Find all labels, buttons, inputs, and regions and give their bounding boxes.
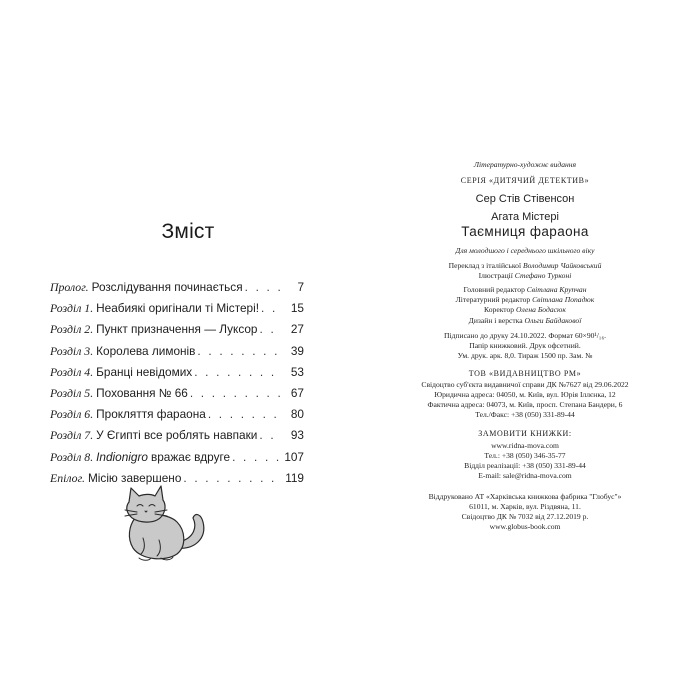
chief-editor-label: Головний редактор (463, 285, 525, 294)
toc-entry-title: У Єгипті все роблять навпаки (96, 428, 258, 443)
print-run-info: Ум. друк. арк. 8,0. Тираж 1500 пр. Зам. № (457, 351, 593, 360)
toc-page-number: 7 (297, 280, 304, 294)
toc-entry-title: Пункт призначення — Луксор (96, 322, 258, 337)
toc-entry-chapter-4[interactable] (50, 365, 304, 386)
design-line (350, 316, 700, 326)
toc-leader-dots (197, 344, 282, 358)
toc-entry-label: Розділ 6. (50, 407, 94, 422)
toc-entry-title: Прокляття фараона (96, 407, 206, 422)
imprint-block (350, 0, 700, 700)
toc-page-number: 27 (290, 322, 304, 337)
audience-note: Для молодшого і середнього шкільного віку (455, 246, 595, 255)
website-link[interactable]: www.ridna-mova.com (491, 441, 559, 450)
toc-entry-title: Королева лимонів (96, 343, 196, 358)
toc-entry-chapter-7[interactable] (50, 428, 304, 449)
tel-fax: Тел./Факс: +38 (050) 331-89-44 (475, 410, 575, 419)
toc-entry-title: Неабиякі оригінали ті Містері! (96, 301, 259, 316)
order-books-heading: ЗАМОВИТИ КНИЖКИ: (478, 429, 572, 438)
author-name: Сер Стів Стівенсон (475, 193, 575, 205)
legal-address: Юридична адреса: 04050, м. Київ, вул. Юрія Іллєнка, 12 (434, 390, 616, 399)
toc-leader-dots (190, 386, 282, 400)
toc-entry-prologue[interactable] (50, 280, 304, 301)
toc-leader-dots (259, 322, 282, 336)
contents-title: Зміст (161, 220, 215, 243)
toc-entry-chapter-3[interactable] (50, 344, 304, 365)
toc-entry-label: Пролог. (50, 280, 89, 294)
translator-name: Володимир Чайковський (523, 261, 602, 270)
toc-entry-title: Бранці невідомих (96, 364, 193, 379)
toc-entry-label: Розділ 8. (50, 449, 94, 464)
paper-info: Папір книжковий. Друк офсетний. (469, 341, 581, 350)
toc-leader-dots (259, 428, 282, 442)
chief-editor-line (350, 285, 700, 295)
corrector-name: Олена Бодасюк (516, 305, 566, 314)
lit-editor-line (350, 295, 700, 305)
print-signed-line (350, 331, 700, 341)
cat-head (127, 486, 165, 522)
toc-entry-title: Розслідування починається (91, 280, 243, 294)
chief-editor-name: Світлана Крупчан (526, 285, 587, 294)
printer-certificate: Свідоцтво ДК № 7032 від 27.12.2019 р. (461, 512, 589, 521)
toc-entry-label: Розділ 4. (50, 364, 94, 379)
series-name: СЕРІЯ «ДИТЯЧИЙ ДЕТЕКТИВ» (460, 176, 590, 185)
print-signed-text: Підписано до друку 24.10.2022. Формат 60×90 (443, 331, 595, 340)
translation-label: Переклад з італійської (448, 261, 522, 270)
illustrator-name: Стефано Турконі (514, 271, 572, 280)
print-signed-end: . (604, 331, 607, 340)
designer-name: Ольги Байдакової (524, 316, 582, 325)
illustrations-line (350, 271, 700, 281)
toc-entry-label: Розділ 2. (50, 322, 94, 337)
toc-entry-title-italic: Indionigro (96, 449, 148, 464)
toc-list (50, 280, 304, 492)
cat-illustration (115, 478, 215, 568)
toc-entry-label: Епілог. (50, 470, 85, 485)
toc-entry-title: Місію завершено (87, 470, 182, 485)
toc-leader-dots (194, 365, 282, 379)
lit-editor-label: Літературний редактор (455, 295, 531, 304)
toc-page-number: 107 (284, 449, 304, 464)
toc-entry-label: Розділ 5. (50, 385, 94, 400)
toc-entry-title: вражає вдруге (150, 449, 231, 464)
publisher-certificate: Свідоцтво суб'єкта видавничої справи ДК №7627 від 29.06.2022 (421, 380, 629, 389)
illustrations-label: Ілюстрації (478, 271, 513, 280)
toc-leader-dots (208, 407, 282, 421)
toc-entry-chapter-2[interactable] (50, 322, 304, 343)
printer-address: 61011, м. Харків, вул. Різдвяна, 11. (469, 502, 581, 511)
toc-leader-dots (232, 450, 280, 464)
toc-entry-chapter-8[interactable] (50, 450, 304, 471)
toc-entry-chapter-1[interactable] (50, 301, 304, 322)
toc-leader-dots (261, 301, 282, 315)
toc-entry-title: Поховання № 66 (96, 385, 188, 400)
printer-website-link[interactable]: www.globus-book.com (489, 522, 561, 531)
sales-department-phone: Відділ реалізації: +38 (050) 331-89-44 (464, 461, 586, 470)
translation-line (350, 261, 700, 271)
corrector-label: Коректор (484, 305, 515, 314)
toc-page-number: 53 (290, 364, 304, 379)
order-phone: Тел.: +38 (050) 346-35-77 (484, 451, 566, 460)
toc-entry-label: Розділ 1. (50, 301, 94, 316)
toc-page-number: 39 (290, 343, 304, 358)
book-title: Таємниця фараона (461, 224, 589, 239)
printer-name: Віддруковано АТ «Харківська книжкова фабрика "Глобус"» (428, 492, 622, 501)
print-format-fraction: ¹/₁₆ (594, 331, 605, 340)
actual-address: Фактична адреса: 04073, м. Київ, просп. Степана Бандери, 6 (427, 400, 623, 409)
edition-type: Літературно-художнє видання (473, 160, 577, 169)
toc-page-number: 67 (290, 385, 304, 400)
design-label: Дизайн і верстка (468, 316, 523, 325)
publisher-name: ТОВ «ВИДАВНИЦТВО РМ» (468, 369, 582, 378)
lit-editor-name: Світлана Попадюк (532, 295, 595, 304)
corrector-line (350, 305, 700, 315)
email-link[interactable]: E-mail: sale@ridna-mova.com (478, 471, 572, 480)
right-page-imprint (350, 0, 700, 700)
toc-entry-label: Розділ 3. (50, 343, 94, 358)
toc-page-number: 80 (290, 407, 304, 422)
toc-entry-label: Розділ 7. (50, 428, 94, 443)
toc-entry-chapter-5[interactable] (50, 386, 304, 407)
toc-page-number: 93 (290, 428, 304, 443)
author-secondary-name: Агата Містері (491, 211, 559, 223)
toc-page-number: 119 (285, 470, 304, 485)
toc-leader-dots (245, 280, 282, 294)
toc-entry-chapter-6[interactable] (50, 407, 304, 428)
toc-page-number: 15 (290, 301, 304, 316)
